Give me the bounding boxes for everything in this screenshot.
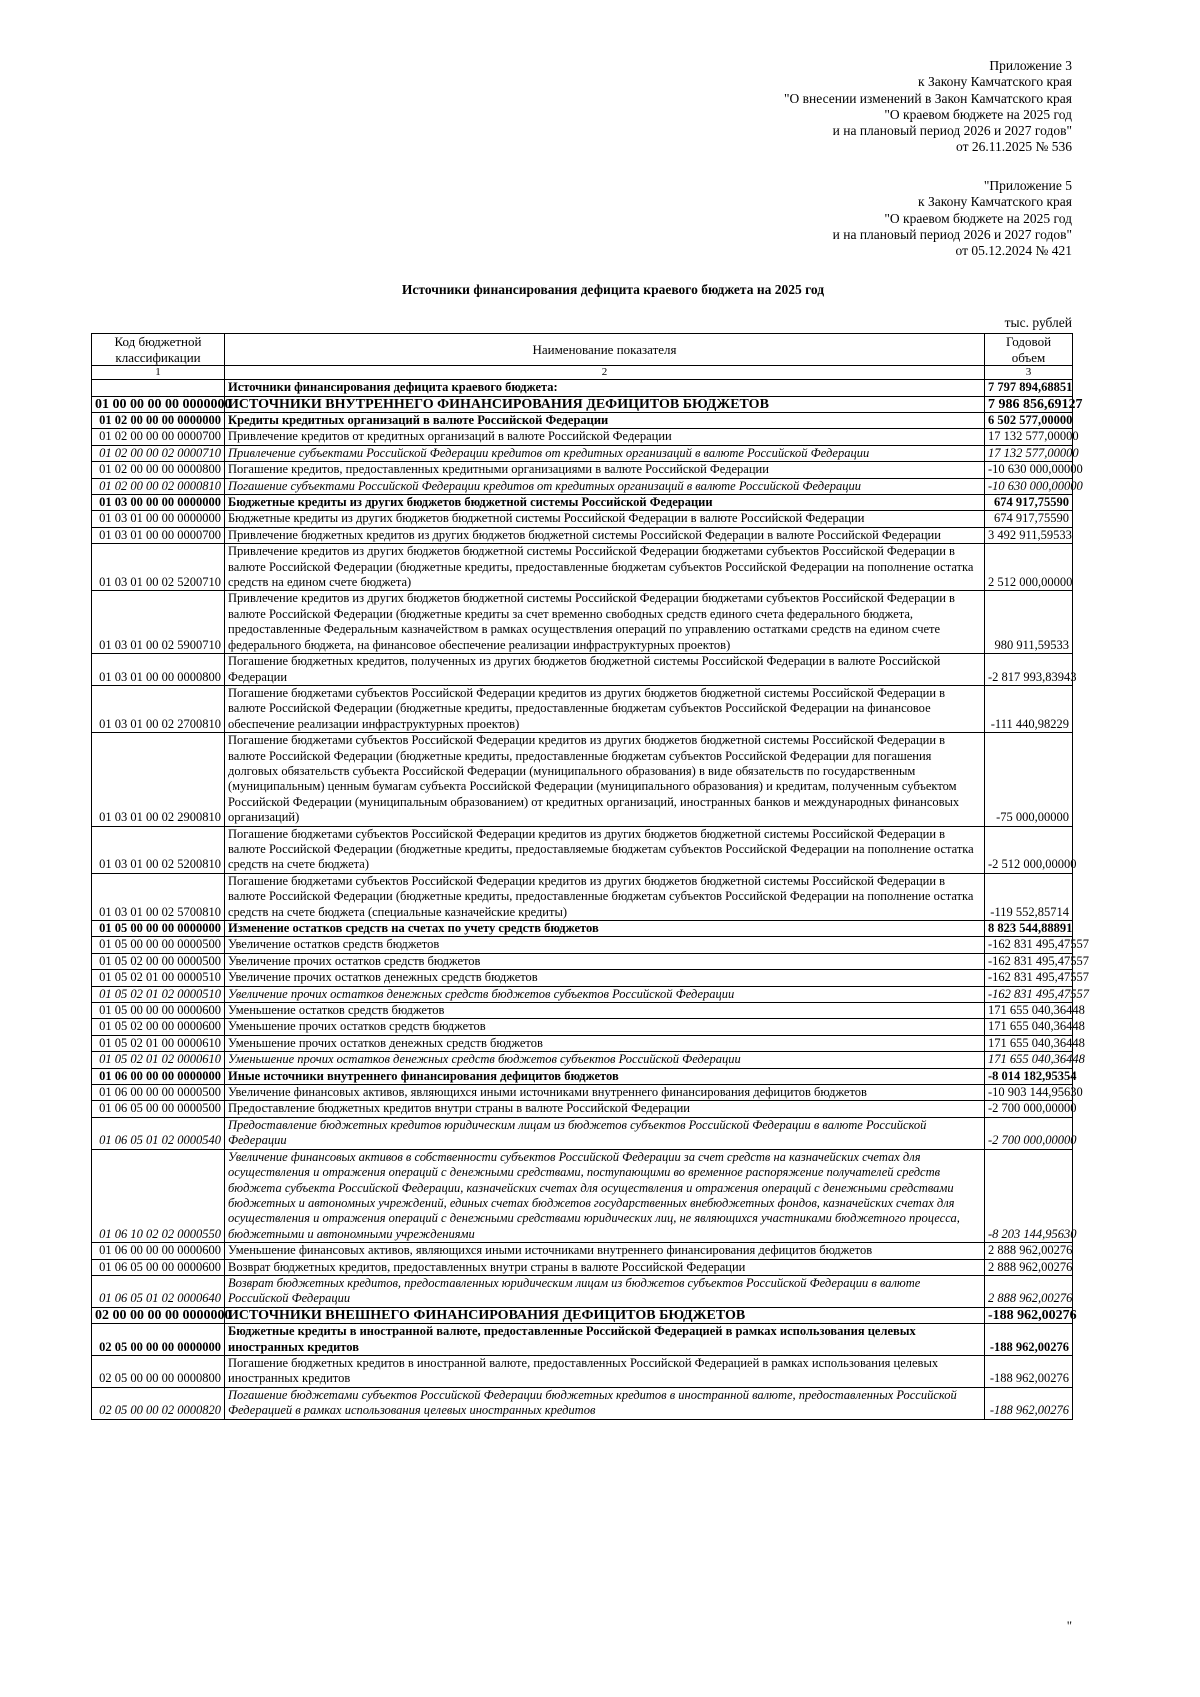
budget-code-cell: 01 03 01 00 02 2900810 <box>92 733 225 826</box>
annual-amount-cell: -8 203 144,95630 <box>985 1149 1073 1242</box>
appendix-header-line: Приложение 3 <box>989 58 1072 73</box>
budget-code-cell: 01 05 02 00 00 0000500 <box>92 953 225 969</box>
table-row <box>92 1355 1073 1387</box>
table-header-row <box>92 334 1073 366</box>
table-row <box>92 495 1073 511</box>
indicator-name-cell: Уменьшение прочих остатков денежных средств бюджетов <box>225 1035 985 1051</box>
table-row <box>92 953 1073 969</box>
column-header-code: Код бюджетной классификации <box>92 334 225 366</box>
annual-amount-cell: -75 000,00000 <box>985 733 1073 826</box>
table-row <box>92 462 1073 478</box>
budget-code-cell: 01 03 01 00 02 2700810 <box>92 685 225 732</box>
budget-code-cell: 01 05 00 00 00 0000500 <box>92 937 225 953</box>
indicator-name-cell: Увеличение прочих остатков денежных средств бюджетов <box>225 970 985 986</box>
annual-amount-cell: -8 014 182,95354 <box>985 1068 1073 1084</box>
table-row <box>92 1324 1073 1356</box>
annual-amount-cell: -10 630 000,00000 <box>985 462 1073 478</box>
budget-code-cell: 01 03 00 00 00 0000000 <box>92 495 225 511</box>
annual-amount-cell: -10 630 000,00000 <box>985 478 1073 494</box>
indicator-name-cell: Привлечение кредитов из других бюджетов бюджетной системы Российской Федерации бюджетами субъектов Российской Федерации в валюте Российской Федерации (бюджетные кредиты за счет временно свободных средств единого счета федерального бюджета, предоставленные Федеральным казначейством в рамках осуществления операций по управлению остатками средств на едином счете федерального бюджета, на финансовое обеспечение реализации инфраструктурных проектов) <box>225 591 985 654</box>
indicator-name-cell: Увеличение прочих остатков денежных средств бюджетов субъектов Российской Федерации <box>225 986 985 1002</box>
annual-amount-cell: 674 917,75590 <box>985 495 1073 511</box>
indicator-name-cell: Бюджетные кредиты в иностранной валюте, предоставленные Российской Федерацией в рамках использования целевых иностранных кредитов <box>225 1324 985 1356</box>
budget-code-cell: 02 05 00 00 02 0000820 <box>92 1387 225 1419</box>
column-number-row <box>92 366 1073 380</box>
column-header-name: Наименование показателя <box>225 334 985 366</box>
budget-code-cell: 01 05 02 01 00 0000610 <box>92 1035 225 1051</box>
budget-code-cell: 01 06 05 01 02 0000640 <box>92 1275 225 1307</box>
table-row <box>92 1068 1073 1084</box>
table-row <box>92 396 1073 412</box>
annual-amount-cell: 3 492 911,59533 <box>985 527 1073 543</box>
table-row <box>92 986 1073 1002</box>
annual-amount-cell: -188 962,00276 <box>985 1387 1073 1419</box>
column-header-amount: Годовой объем <box>985 334 1073 366</box>
appendix-header-line: "О краевом бюджете на 2025 год <box>884 106 1072 122</box>
annual-amount-cell: 171 655 040,36448 <box>985 1019 1073 1035</box>
table-row <box>92 380 1073 396</box>
indicator-name-cell: Привлечение кредитов из других бюджетов бюджетной системы Российской Федерации бюджетами субъектов Российской Федерации в валюте Российской Федерации (бюджетные кредиты, предоставленные бюджетам субъектов Российской Федерации на пополнение остатка средств на едином счете бюджета) <box>225 544 985 591</box>
indicator-name-cell: Предоставление бюджетных кредитов юридическим лицам из бюджетов субъектов Российской Федерации в валюте Российской Федерации <box>225 1117 985 1149</box>
indicator-name-cell: Погашение субъектами Российской Федерации кредитов от кредитных организаций в валюте Российской Федерации <box>225 478 985 494</box>
annual-amount-cell: 7 986 856,69127 <box>985 396 1073 412</box>
budget-code-cell: 01 06 00 00 00 0000600 <box>92 1243 225 1259</box>
indicator-name-cell: Уменьшение прочих остатков средств бюджетов <box>225 1019 985 1035</box>
table-row <box>92 1117 1073 1149</box>
budget-code-cell: 01 03 01 00 00 0000700 <box>92 527 225 543</box>
appendix-header-current <box>784 58 1072 156</box>
annual-amount-cell: 171 655 040,36448 <box>985 1003 1073 1019</box>
table-row <box>92 921 1073 937</box>
indicator-name-cell: Возврат бюджетных кредитов, предоставленных внутри страны в валюте Российской Федерации <box>225 1259 985 1275</box>
budget-code-cell: 01 06 00 00 00 0000000 <box>92 1068 225 1084</box>
table-row <box>92 1259 1073 1275</box>
indicator-name-cell: Погашение бюджетами субъектов Российской Федерации кредитов из других бюджетов бюджетной системы Российской Федерации в валюте Российской Федерации (бюджетные кредиты, предоставленные бюджетам субъектов Российской Федерации для погашения долговых обязательств субъекта Российской Федерации (муниципального образования) в виде обязательств по государственным (муниципальным) ценным бумагам субъекта Российской Федерации (муниципального образования) и кредитам, полученным субъектом Российской Федерации (муниципальным образованием) от кредитных организаций, иностранных банков и международных финансовых организаций) <box>225 733 985 826</box>
annual-amount-cell: -188 962,00276 <box>985 1355 1073 1387</box>
budget-code-cell: 01 05 02 01 02 0000610 <box>92 1052 225 1068</box>
appendix-header-line: и на плановый период 2026 и 2027 годов" <box>832 226 1072 242</box>
indicator-name-cell: Погашение бюджетами субъектов Российской Федерации кредитов из других бюджетов бюджетной системы Российской Федерации в валюте Российской Федерации (бюджетные кредиты, предоставленные бюджетам субъектов Российской Федерации на финансовое обеспечение реализации инфраструктурных проектов) <box>225 685 985 732</box>
annual-amount-cell: -2 512 000,00000 <box>985 826 1073 873</box>
table-row <box>92 1003 1073 1019</box>
budget-code-cell: 01 03 01 00 02 5700810 <box>92 873 225 920</box>
annual-amount-cell: 674 917,75590 <box>985 511 1073 527</box>
annual-amount-cell: 2 512 000,00000 <box>985 544 1073 591</box>
table-row <box>92 527 1073 543</box>
indicator-name-cell: Возврат бюджетных кредитов, предоставленных юридическим лицам из бюджетов субъектов Российской Федерации в валюте Российской Федерации <box>225 1275 985 1307</box>
table-row <box>92 1243 1073 1259</box>
annual-amount-cell: -162 831 495,47557 <box>985 970 1073 986</box>
indicator-name-cell: Увеличение прочих остатков средств бюджетов <box>225 953 985 969</box>
table-row <box>92 654 1073 686</box>
appendix-header-line: от 26.11.2025 № 536 <box>956 139 1072 155</box>
table-row <box>92 1387 1073 1419</box>
document-title: Источники финансирования дефицита краевого бюджета на 2025 год <box>401 282 825 297</box>
indicator-name-cell: Уменьшение остатков средств бюджетов <box>225 1003 985 1019</box>
table-row <box>92 478 1073 494</box>
appendix-header-line: к Закону Камчатского края <box>918 194 1072 210</box>
annual-amount-cell: -188 962,00276 <box>985 1324 1073 1356</box>
annual-amount-cell: 6 502 577,00000 <box>985 413 1073 429</box>
indicator-name-cell: Бюджетные кредиты из других бюджетов бюджетной системы Российской Федерации <box>225 495 985 511</box>
indicator-name-cell: Увеличение остатков средств бюджетов <box>225 937 985 953</box>
annual-amount-cell: -2 700 000,00000 <box>985 1101 1073 1117</box>
budget-code-cell: 01 05 00 00 00 0000600 <box>92 1003 225 1019</box>
table-row <box>92 970 1073 986</box>
annual-amount-cell: -10 903 144,95630 <box>985 1085 1073 1101</box>
budget-code-cell: 02 00 00 00 00 0000000 <box>92 1307 225 1323</box>
table-row <box>92 826 1073 873</box>
annual-amount-cell: 2 888 962,00276 <box>985 1259 1073 1275</box>
annual-amount-cell: 8 823 544,88891 <box>985 921 1073 937</box>
indicator-name-cell: Уменьшение финансовых активов, являющихся иными источниками внутреннего финансирования дефицитов бюджетов <box>225 1243 985 1259</box>
budget-code-cell: 01 05 00 00 00 0000000 <box>92 921 225 937</box>
table-row <box>92 591 1073 654</box>
annual-amount-cell: -2 700 000,00000 <box>985 1117 1073 1149</box>
budget-code-cell: 01 02 00 00 00 0000800 <box>92 462 225 478</box>
indicator-name-cell: Погашение бюджетами субъектов Российской Федерации бюджетных кредитов в иностранной валюте, предоставленных Российской Федерацией в рамках использования целевых иностранных кредитов <box>225 1387 985 1419</box>
budget-code-cell: 01 05 02 01 00 0000510 <box>92 970 225 986</box>
budget-code-cell: 01 02 00 00 00 0000700 <box>92 429 225 445</box>
annual-amount-cell: 2 888 962,00276 <box>985 1275 1073 1307</box>
table-row <box>92 413 1073 429</box>
table-row <box>92 1085 1073 1101</box>
table-row <box>92 429 1073 445</box>
table-row <box>92 1035 1073 1051</box>
budget-code-cell: 01 00 00 00 00 0000000 <box>92 396 225 412</box>
indicator-name-cell: Увеличение финансовых активов в собственности субъектов Российской Федерации за счет средств на казначейских счетах для осуществления и отражения операций с денежными средствами, поступающими во временное распоряжение получателей средств бюджета субъекта Российской Федерации, казначейских счетах для осуществления и отражения операций с денежными средствами бюджетных и автономных учреждений, единых счетах бюджетов государственных внебюджетных фондов, казначейских счетах для осуществления и отражения операций с денежными средствами юридических лиц, не являющихся участниками бюджетного процесса, бюджетными и автономными учреждениями <box>225 1149 985 1242</box>
table-row <box>92 1149 1073 1242</box>
indicator-name-cell: Погашение бюджетами субъектов Российской Федерации кредитов из других бюджетов бюджетной системы Российской Федерации в валюте Российской Федерации (бюджетные кредиты, предоставленные бюджетам субъектов Российской Федерации на пополнение остатка средств на счете бюджета (специальные казначейские кредиты) <box>225 873 985 920</box>
budget-code-cell: 01 05 02 01 02 0000510 <box>92 986 225 1002</box>
table-row <box>92 685 1073 732</box>
indicator-name-cell: Иные источники внутреннего финансирования дефицитов бюджетов <box>225 1068 985 1084</box>
annual-amount-cell: -162 831 495,47557 <box>985 937 1073 953</box>
table-row <box>92 511 1073 527</box>
indicator-name-cell: Погашение бюджетных кредитов в иностранной валюте, предоставленных Российской Федерацией в рамках использования целевых иностранных кредитов <box>225 1355 985 1387</box>
table-row <box>92 1052 1073 1068</box>
budget-code-cell: 01 02 00 00 02 0000810 <box>92 478 225 494</box>
appendix-header-line: "Приложение 5 <box>983 178 1072 193</box>
appendix-header-line: "О краевом бюджете на 2025 год <box>884 210 1072 226</box>
annual-amount-cell: -188 962,00276 <box>985 1307 1073 1323</box>
indicator-name-cell: Привлечение кредитов от кредитных организаций в валюте Российской Федерации <box>225 429 985 445</box>
table-row <box>92 1307 1073 1323</box>
table-row <box>92 1101 1073 1117</box>
budget-code-cell: 01 03 01 00 02 5200710 <box>92 544 225 591</box>
indicator-name-cell: Бюджетные кредиты из других бюджетов бюджетной системы Российской Федерации в валюте Российской Федерации <box>225 511 985 527</box>
annual-amount-cell: 17 132 577,00000 <box>985 429 1073 445</box>
indicator-name-cell: Предоставление бюджетных кредитов внутри страны в валюте Российской Федерации <box>225 1101 985 1117</box>
appendix-header-line: "О внесении изменений в Закон Камчатского края <box>784 90 1072 106</box>
budget-code-cell: 01 03 01 00 00 0000000 <box>92 511 225 527</box>
table-row <box>92 873 1073 920</box>
budget-code-cell: 02 05 00 00 00 0000000 <box>92 1324 225 1356</box>
budget-code-cell: 01 02 00 00 00 0000000 <box>92 413 225 429</box>
appendix-header-original <box>833 178 1072 259</box>
indicator-name-cell: ИСТОЧНИКИ ВНЕШНЕГО ФИНАНСИРОВАНИЯ ДЕФИЦИТОВ БЮДЖЕТОВ <box>225 1307 985 1323</box>
budget-code-cell: 01 06 05 00 00 0000500 <box>92 1101 225 1117</box>
annual-amount-cell: 2 888 962,00276 <box>985 1243 1073 1259</box>
indicator-name-cell: Источники финансирования дефицита краевого бюджета: <box>225 380 985 396</box>
closing-quote-mark: " <box>1066 1618 1072 1633</box>
budget-code-cell: 02 05 00 00 00 0000800 <box>92 1355 225 1387</box>
appendix-header-line: от 05.12.2024 № 421 <box>955 243 1072 259</box>
annual-amount-cell: 17 132 577,00000 <box>985 445 1073 461</box>
annual-amount-cell: -162 831 495,47557 <box>985 953 1073 969</box>
annual-amount-cell: 980 911,59533 <box>985 591 1073 654</box>
column-number: 3 <box>985 366 1073 380</box>
budget-code-cell: 01 03 01 00 02 5900710 <box>92 591 225 654</box>
indicator-name-cell: Привлечение субъектами Российской Федерации кредитов от кредитных организаций в валюте Российской Федерации <box>225 445 985 461</box>
budget-code-cell: 01 06 05 01 02 0000540 <box>92 1117 225 1149</box>
table-row <box>92 1275 1073 1307</box>
appendix-header-line: к Закону Камчатского края <box>918 74 1072 90</box>
indicator-name-cell: Уменьшение прочих остатков денежных средств бюджетов субъектов Российской Федерации <box>225 1052 985 1068</box>
table-row <box>92 937 1073 953</box>
indicator-name-cell: Изменение остатков средств на счетах по учету средств бюджетов <box>225 921 985 937</box>
budget-code-cell: 01 02 00 00 02 0000710 <box>92 445 225 461</box>
budget-code-cell: 01 03 01 00 02 5200810 <box>92 826 225 873</box>
budget-code-cell: 01 05 02 00 00 0000600 <box>92 1019 225 1035</box>
appendix-header-line: и на плановый период 2026 и 2027 годов" <box>832 123 1072 139</box>
column-number: 2 <box>225 366 985 380</box>
indicator-name-cell: Погашение кредитов, предоставленных кредитными организациями в валюте Российской Федерации <box>225 462 985 478</box>
financing-sources-table <box>91 333 1090 1420</box>
annual-amount-cell: 171 655 040,36448 <box>985 1035 1073 1051</box>
budget-code-cell: 01 06 00 00 00 0000500 <box>92 1085 225 1101</box>
budget-code-cell: 01 06 10 02 02 0000550 <box>92 1149 225 1242</box>
budget-code-cell: 01 06 05 00 00 0000600 <box>92 1259 225 1275</box>
budget-code-cell <box>92 380 225 396</box>
annual-amount-cell: -111 440,98229 <box>985 685 1073 732</box>
indicator-name-cell: Увеличение финансовых активов, являющихся иными источниками внутреннего финансирования дефицитов бюджетов <box>225 1085 985 1101</box>
annual-amount-cell: 171 655 040,36448 <box>985 1052 1073 1068</box>
units-label: тыс. рублей <box>1004 315 1072 330</box>
indicator-name-cell: ИСТОЧНИКИ ВНУТРЕННЕГО ФИНАНСИРОВАНИЯ ДЕФИЦИТОВ БЮДЖЕТОВ <box>225 396 985 412</box>
annual-amount-cell: -119 552,85714 <box>985 873 1073 920</box>
table-row <box>92 733 1073 826</box>
annual-amount-cell: 7 797 894,68851 <box>985 380 1073 396</box>
annual-amount-cell: -162 831 495,47557 <box>985 986 1073 1002</box>
indicator-name-cell: Погашение бюджетами субъектов Российской Федерации кредитов из других бюджетов бюджетной системы Российской Федерации в валюте Российской Федерации (бюджетные кредиты, предоставляемые бюджетам субъектов Российской Федерации на пополнение остатка средств на счете бюджета) <box>225 826 985 873</box>
table-row <box>92 445 1073 461</box>
indicator-name-cell: Привлечение бюджетных кредитов из других бюджетов бюджетной системы Российской Федерации в валюте Российской Федерации <box>225 527 985 543</box>
indicator-name-cell: Погашение бюджетных кредитов, полученных из других бюджетов бюджетной системы Российской Федерации в валюте Российской Федерации <box>225 654 985 686</box>
column-number: 1 <box>92 366 225 380</box>
table-row <box>92 544 1073 591</box>
indicator-name-cell: Кредиты кредитных организаций в валюте Российской Федерации <box>225 413 985 429</box>
annual-amount-cell: -2 817 993,83943 <box>985 654 1073 686</box>
budget-code-cell: 01 03 01 00 00 0000800 <box>92 654 225 686</box>
table-row <box>92 1019 1073 1035</box>
